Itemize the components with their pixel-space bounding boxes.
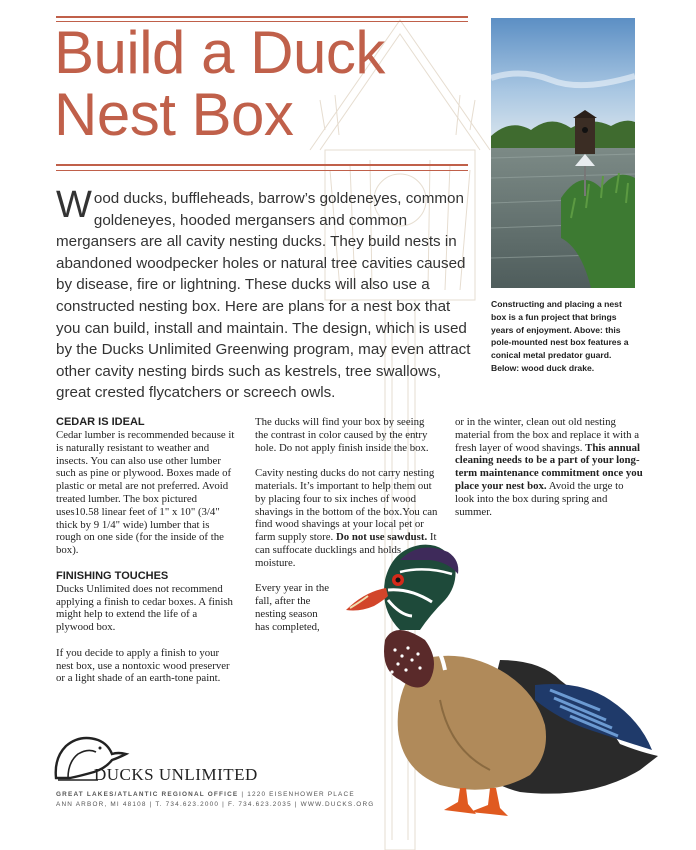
shavings-text: Cavity nesting ducks do not carry nesting materials. It’s important to help them out by placing four to six inches of wood shavings in the bottom of the box.You can find wood shavings at your local pet or farm supply store. — [255, 467, 438, 544]
cleaning-text: or in the winter, clean out old nesting material from the box and replace it with a fresh layer of wood shavings. — [455, 416, 640, 454]
cedar-paragraph: Cedar lumber is recommended because it is naturally resistant to weather and insects. You can also use other lumber such as pine or plywood. Boxes made of plastic or metal are not preferred. Avoid treated lumber. The box pictured uses10.58 linear feet of 1" x 10" (3/4" thick by 9 1/4" wide) lumber that is rough on one side (for the inside of the box). — [56, 429, 235, 557]
column-3 — [455, 416, 643, 531]
title-rule — [56, 164, 468, 166]
office-line-1: GREAT LAKES/ATLANTIC REGIONAL OFFICE | 1220 EISENHOWER PLACE — [56, 791, 355, 798]
intro-paragraph — [56, 184, 474, 404]
title-rule-thin — [56, 170, 468, 171]
office-name: GREAT LAKES/ATLANTIC REGIONAL OFFICE — [56, 791, 239, 798]
sawdust-text: It can suffocate ducklings and holds moisture. — [255, 531, 437, 569]
page-title — [54, 19, 474, 148]
wood-duck-illustration — [340, 530, 660, 820]
drop-cap: W — [56, 184, 92, 226]
avoid-text: Avoid the urge to look into the box during spring and summer. — [455, 479, 624, 518]
title-line-1: Build a Duck — [54, 19, 385, 86]
finishing-paragraph-1: Ducks Unlimited does not recommend applying a finish to cedar boxes. A finish might help to extend the life of a plywood box. — [56, 582, 233, 634]
cleaning-paragraph — [455, 416, 643, 518]
logo-wordmark: DUCKS UNLIMITED — [94, 765, 258, 784]
column-1 — [56, 416, 236, 698]
title-line-2: Nest Box — [54, 81, 294, 148]
top-rule — [56, 16, 468, 18]
maintenance-commitment: This annual cleaning needs to be a part of your long-term maintenance commitment once you place your nest box. — [455, 441, 643, 492]
heading-cedar: CEDAR IS IDEAL — [56, 416, 145, 428]
heading-finishing: FINISHING TOUCHES — [56, 569, 169, 582]
intro-text: ood ducks, buffleheads, barrow’s goldeneyes, common goldeneyes, hooded mergansers and common mergansers are all cavity nesting ducks. They build nests in abandoned woodpecker holes or natural tree cavities caused by disease, fire or lightning. These ducks will also use a constructed nesting box. Here are plans for a nest box that you can build, install and maintain. The design, which is used by the Ducks Unlimited Greenwing program, may even attract other cavity nesting birds such as kestrels, tree swallows, great crested flycatchers or screech owls. — [56, 190, 471, 402]
office-line-2: ANN ARBOR, MI 48108 | T. 734.623.2000 | F. 734.623.2035 | WWW.DUCKS.ORG — [56, 801, 375, 808]
contrast-paragraph: The ducks will find your box by seeing the contrast in color caused by the entry hole. Do not apply finish inside the box. — [255, 416, 429, 454]
finishing-paragraph-2: If you decide to apply a finish to your nest box, use a nontoxic wood preserver or a light shade of an earth-tone paint. — [56, 646, 230, 685]
nest-box-photo — [491, 18, 635, 288]
sawdust-warning: Do not use sawdust. — [335, 531, 428, 544]
office-street: 1220 EISENHOWER PLACE — [247, 791, 355, 798]
annual-paragraph-start: Every year in the fall, after the nesting season has completed, — [255, 582, 330, 633]
photo-caption: Constructing and placing a nest box is a fun project that brings years of enjoyment. Above: this pole-mounted nest box features a conical metal predator guard. Below: wood duck drake. — [491, 299, 629, 373]
